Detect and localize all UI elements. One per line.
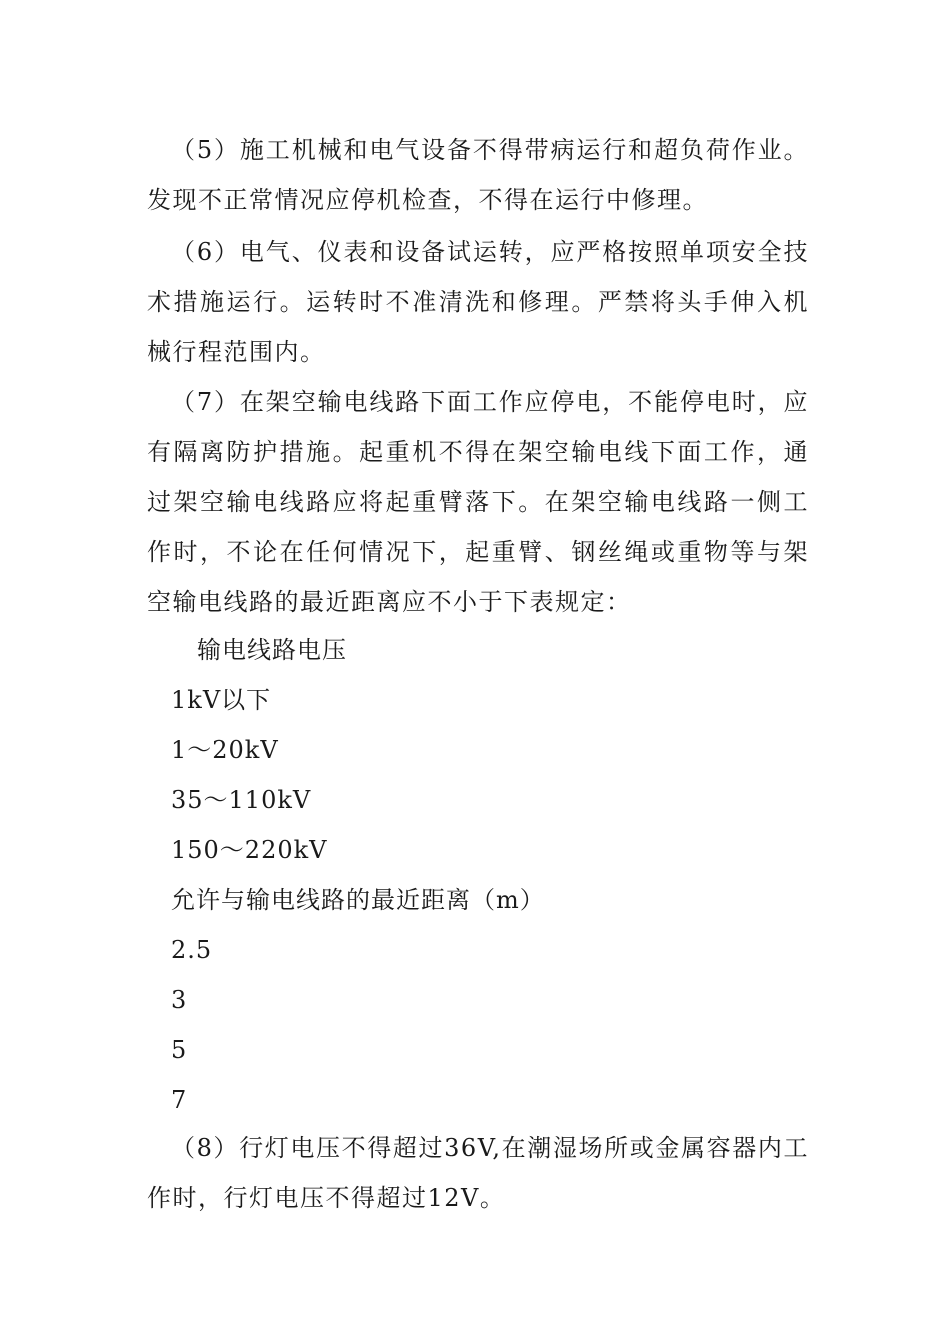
- distance-value-4: 7: [171, 1086, 188, 1114]
- distance-column-header: 允许与输电线路的最近距离（m）: [171, 886, 545, 914]
- paragraph-item-7: （7）在架空输电线路下面工作应停电，不能停电时，应有隔离防护措施。起重机不得在架空输电线下面工作，通过架空输电线路应将起重臂落下。在架空输电线路一侧工作时，不论在任何情况下，起重臂、钢丝绳或重物等与架空输电线路的最近距离应不小于下表规定：: [147, 388, 809, 616]
- paragraph-item-8: （8）行灯电压不得超过36V,在潮湿场所或金属容器内工作时，行灯电压不得超过12V。: [147, 1134, 809, 1212]
- paragraph-item-5: （5）施工机械和电气设备不得带病运行和超负荷作业。发现不正常情况应停机检查，不得在运行中修理。: [147, 136, 809, 214]
- distance-value-2: 3: [171, 986, 188, 1014]
- voltage-value-3: 35～110kV: [171, 786, 312, 814]
- voltage-value-1: 1kV以下: [171, 686, 272, 714]
- distance-value-3: 5: [171, 1036, 188, 1064]
- voltage-value-4: 150～220kV: [171, 836, 328, 864]
- voltage-column-header: 输电线路电压: [197, 636, 347, 664]
- voltage-value-2: 1～20kV: [171, 736, 279, 764]
- paragraph-item-6: （6）电气、仪表和设备试运转，应严格按照单项安全技术措施运行。运转时不准清洗和修理。严禁将头手伸入机械行程范围内。: [147, 238, 809, 366]
- distance-value-1: 2.5: [171, 936, 213, 964]
